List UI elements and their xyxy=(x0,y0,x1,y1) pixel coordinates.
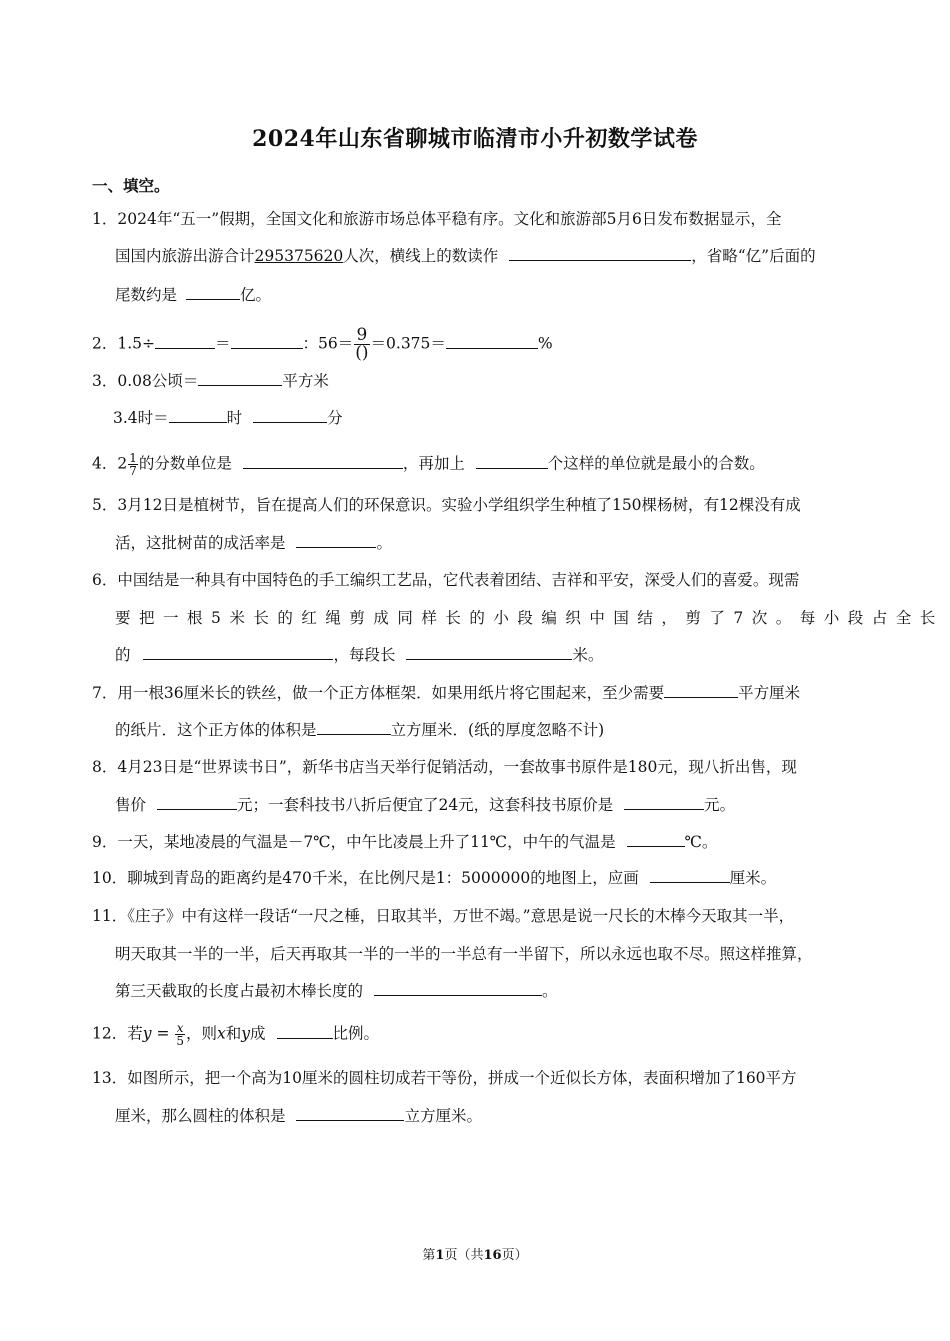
question-number: 7． xyxy=(92,684,118,702)
question-10: 10．聊城到青岛的距离约是470千米，在比例尺是1：5000000的地图上，应画 厘米。 xyxy=(92,869,777,887)
question-7-line-2: 的纸片．这个正方体的体积是 立方厘米．(纸的厚度忽略不计) xyxy=(115,721,605,739)
answer-blank[interactable] xyxy=(155,334,215,349)
answer-blank[interactable] xyxy=(186,285,240,300)
question-6-line-1: 6．中国结是一种具有中国特色的手工编织工艺品，它代表着团结、吉祥和平安，深受人们的喜爱。现需 xyxy=(92,571,800,589)
question-11-line-2: 明天取其一半的一半，后天再取其一半的一半的一半总有一半留下，所以永远也取不尽。照这样推算， xyxy=(115,945,813,963)
answer-blank[interactable] xyxy=(169,408,227,423)
page-footer: 第1页（共16页） xyxy=(422,1248,528,1263)
question-number: 10． xyxy=(92,869,128,887)
question-number: 2． xyxy=(92,334,118,353)
question-number: 12． xyxy=(92,1024,128,1043)
question-number: 11． xyxy=(92,907,128,925)
question-6-line-3: 的 ，每段长 米。 xyxy=(115,646,604,664)
question-3-line-1: 3．0.08公顷＝ 平方米 xyxy=(92,372,329,390)
question-3-line-2: 3.4时＝ 时 分 xyxy=(113,409,343,427)
answer-blank[interactable] xyxy=(143,645,333,660)
answer-blank[interactable] xyxy=(650,868,730,883)
answer-blank[interactable] xyxy=(446,334,538,349)
question-number: 1． xyxy=(92,210,118,228)
answer-blank[interactable] xyxy=(664,683,738,698)
fraction: $\frac{9}{()}$ xyxy=(355,325,369,363)
answer-blank[interactable] xyxy=(476,454,548,469)
question-number: 8． xyxy=(92,758,118,776)
question-6-line-2: 要把一根5米长的红绳剪成同样长的小段编织中国结，剪了7次。每小段占全长 xyxy=(115,609,944,627)
question-7-line-1: 7．用一根36厘米长的铁丝，做一个正方体框架．如果用纸片将它围起来，至少需要 平方厘米 xyxy=(92,684,801,702)
question-13-line-2: 厘米，那么圆柱的体积是 立方厘米。 xyxy=(115,1107,482,1125)
answer-blank[interactable] xyxy=(296,533,376,548)
answer-blank[interactable] xyxy=(198,371,282,386)
answer-blank[interactable] xyxy=(509,246,691,261)
question-11-line-3: 第三天截取的长度占最初木棒长度的 。 xyxy=(115,982,558,1000)
question-2: 2．1.5÷ ＝ ：56＝ $\frac{9}{()}$ ＝0.375＝ % xyxy=(92,325,553,363)
answer-blank[interactable] xyxy=(624,795,704,810)
answer-blank[interactable] xyxy=(406,645,572,660)
question-12: 12．若y = $\frac{x}{5}$ ，则x和y成 比例。 xyxy=(92,1021,380,1048)
underlined-number: 295375620 xyxy=(254,247,344,265)
question-5-line-2: 活，这批树苗的成活率是 。 xyxy=(115,534,392,552)
fraction: $\frac{1}{7}$ xyxy=(129,451,137,478)
answer-blank[interactable] xyxy=(277,1024,333,1039)
fraction: $\frac{x}{5}$ xyxy=(176,1021,184,1048)
question-number: 13． xyxy=(92,1069,128,1087)
question-8-line-1: 8．4月23日是“世界读书日”，新华书店当天举行促销活动，一套故事书原件是180元，现八折出售，现 xyxy=(92,758,797,776)
answer-blank[interactable] xyxy=(243,454,403,469)
page-total: 16 xyxy=(483,1248,502,1263)
question-13-line-1: 13．如图所示，把一个高为10厘米的圆柱切成若干等份，拼成一个近似长方体，表面积增加了160平方 xyxy=(92,1069,797,1087)
question-number: 6． xyxy=(92,571,118,589)
answer-blank[interactable] xyxy=(231,334,303,349)
question-1-line-3: 尾数约是 亿。 xyxy=(115,286,271,304)
page-title: 2024年山东省聊城市临清市小升初数学试卷 xyxy=(252,126,698,152)
question-number: 3． xyxy=(92,372,118,390)
answer-blank[interactable] xyxy=(296,1106,404,1121)
answer-blank[interactable] xyxy=(253,408,327,423)
question-1-line-2: 国国内旅游出游合计295375620人次，横线上的数读作 ，省略“亿”后面的 xyxy=(115,247,816,265)
question-number: 4． xyxy=(92,454,118,473)
answer-blank[interactable] xyxy=(627,832,685,847)
page-number: 1 xyxy=(435,1248,445,1263)
question-5-line-1: 5．3月12日是植树节，旨在提高人们的环保意识。实验小学组织学生种植了150棵杨树，有12棵没有成 xyxy=(92,496,801,514)
answer-blank[interactable] xyxy=(317,720,391,735)
section-heading: 一、填空。 xyxy=(92,176,170,195)
question-11-line-1: 11．《庄子》中有这样一段话“一尺之棰，日取其半，万世不竭。”意思是说一尺长的木棒今天取其一半， xyxy=(92,907,795,925)
question-8-line-2: 售价 元；一套科技书八折后便宜了24元，这套科技书原价是 元。 xyxy=(115,796,736,814)
answer-blank[interactable] xyxy=(157,795,237,810)
question-number: 9． xyxy=(92,833,118,851)
question-4: 4．2 $\frac{1}{7}$ 的分数单位是 ，再加上 个这样的单位就是最小的合数。 xyxy=(92,451,765,478)
answer-blank[interactable] xyxy=(374,981,542,996)
question-number: 5． xyxy=(92,496,118,514)
question-9: 9．一天，某地凌晨的气温是－7℃，中午比凌晨上升了11℃，中午的气温是 ℃。 xyxy=(92,833,718,851)
question-1-line-1: 1．2024年“五一”假期，全国文化和旅游市场总体平稳有序。文化和旅游部5月6日发布数据显示，全 xyxy=(92,210,782,228)
